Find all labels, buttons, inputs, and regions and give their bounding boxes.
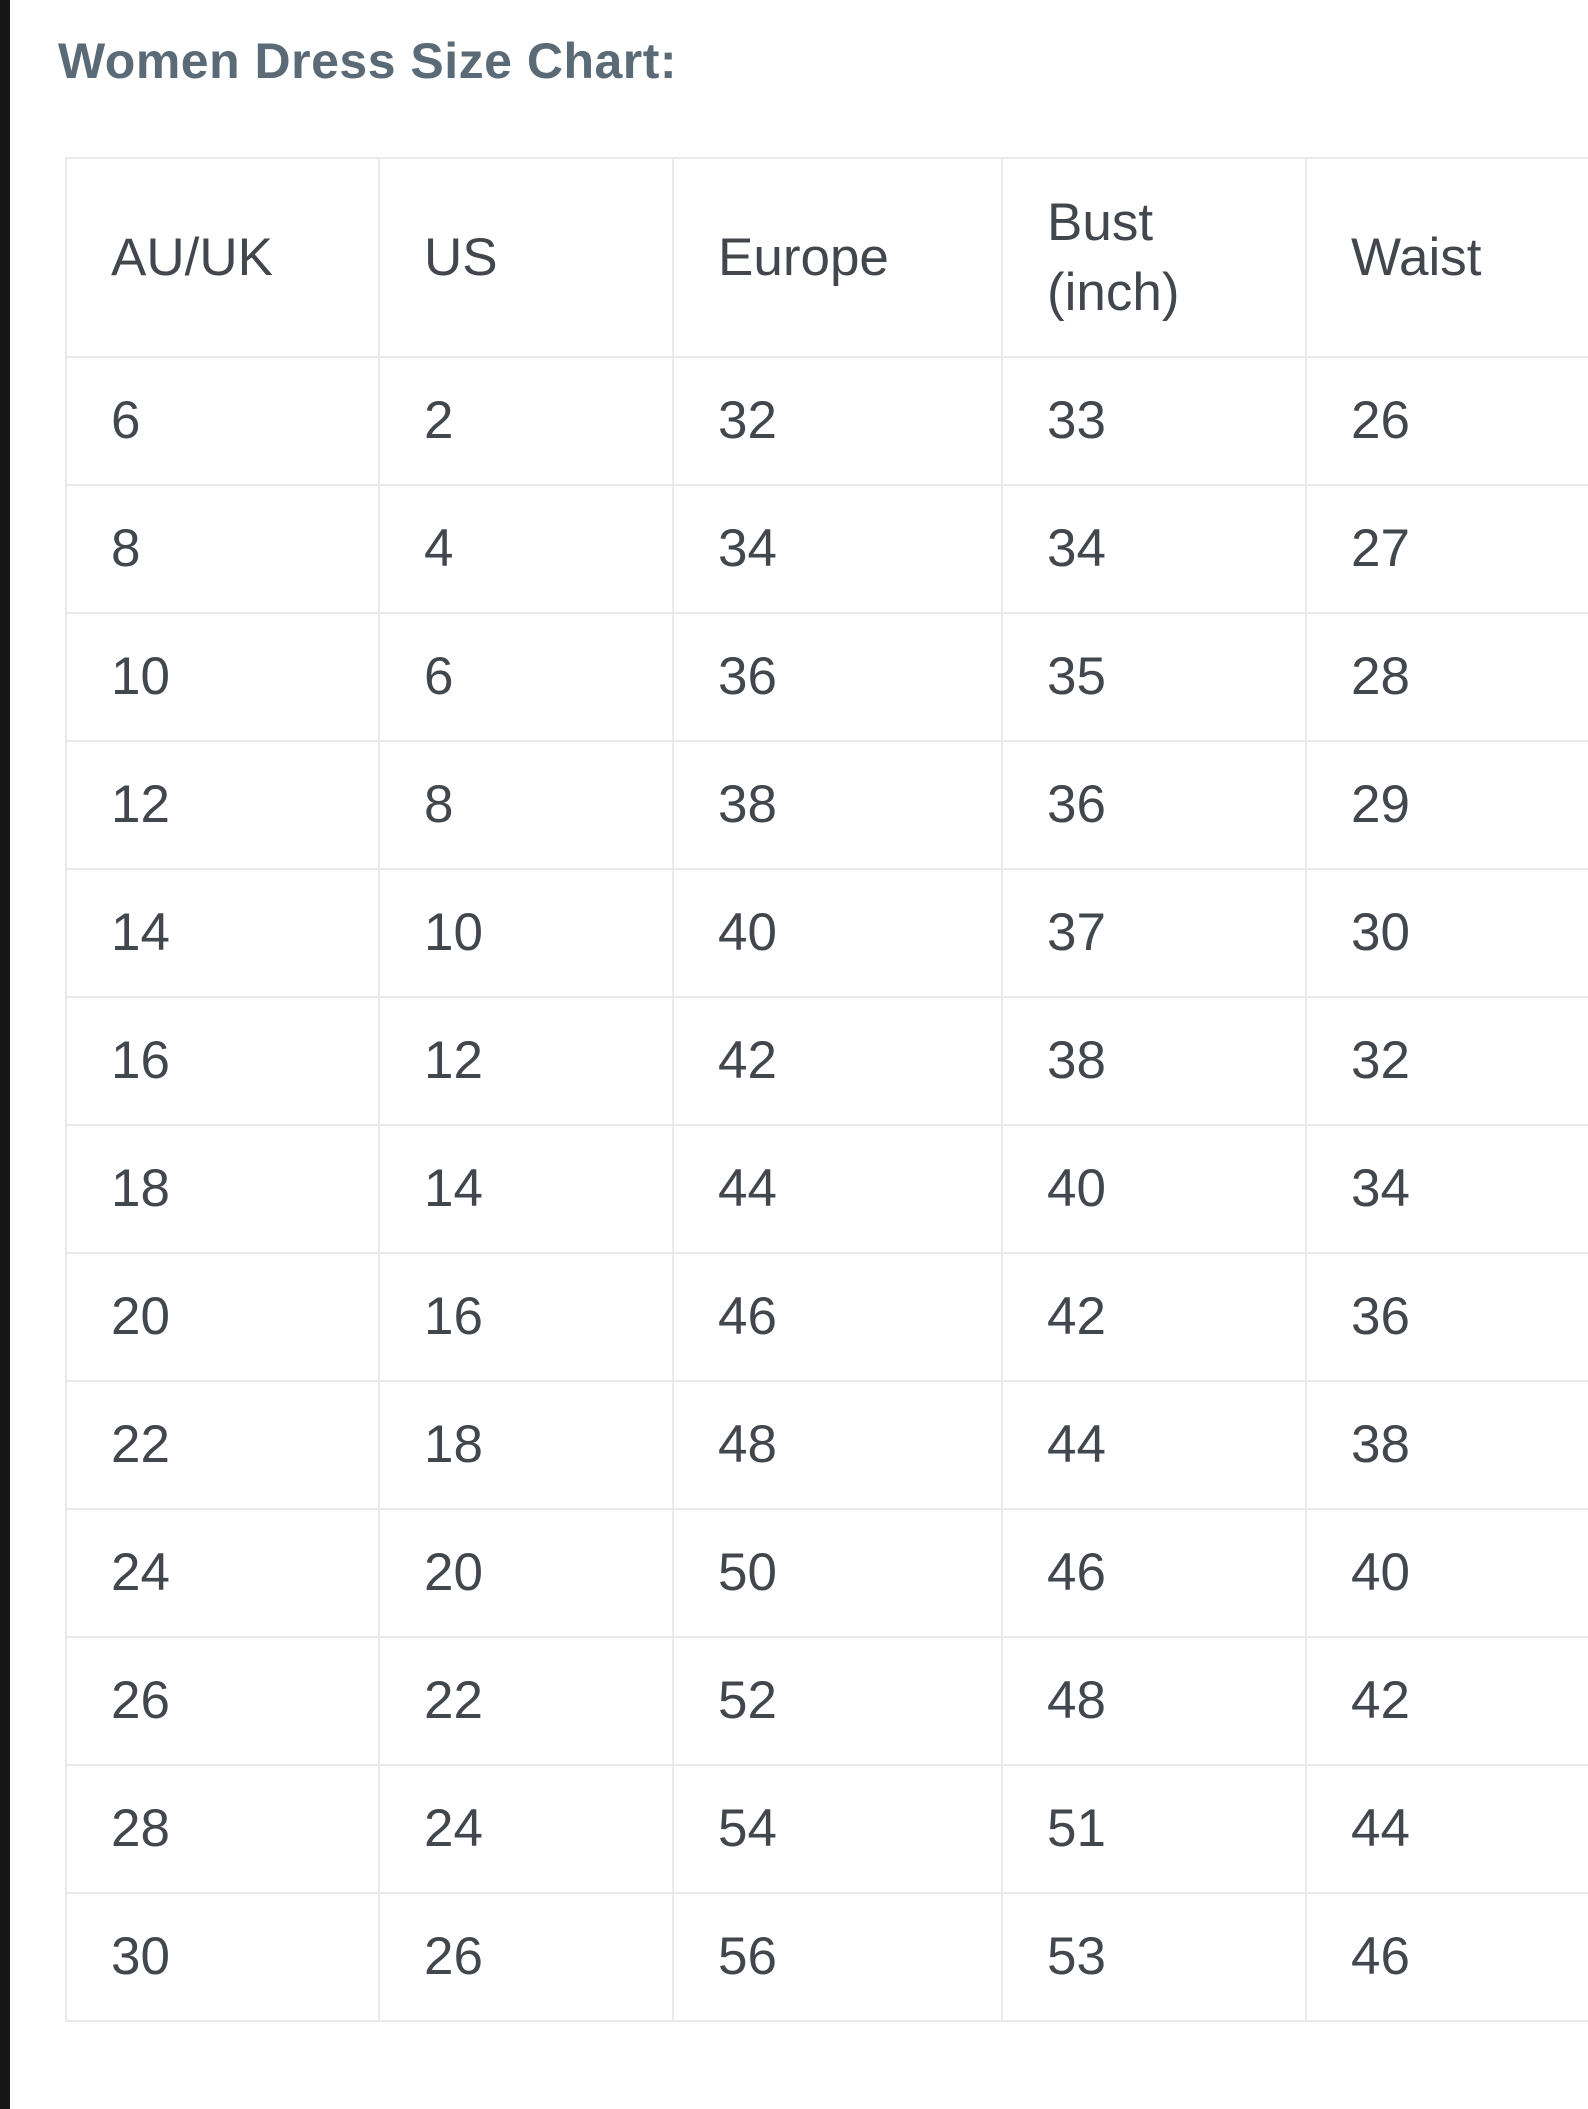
table-cell: 16 (66, 997, 379, 1125)
table-cell: 35 (1002, 613, 1306, 741)
table-row (66, 357, 1588, 485)
table-cell: 34 (673, 485, 1002, 613)
table-row (66, 741, 1588, 869)
table-cell: 6 (379, 613, 673, 741)
table-cell: 37 (1002, 869, 1306, 997)
table-row (66, 1765, 1588, 1893)
table-cell: 46 (1306, 1893, 1588, 2021)
table-cell: 50 (673, 1509, 1002, 1637)
table-cell: 36 (1306, 1253, 1588, 1381)
column-header-us: US (379, 158, 673, 357)
table-cell: 56 (673, 1893, 1002, 2021)
table-row (66, 485, 1588, 613)
table-cell: 36 (673, 613, 1002, 741)
table-cell: 42 (1306, 1637, 1588, 1765)
table-cell: 29 (1306, 741, 1588, 869)
table-cell: 44 (673, 1125, 1002, 1253)
table-cell: 46 (1002, 1509, 1306, 1637)
table-cell: 32 (1306, 997, 1588, 1125)
table-cell: 38 (1002, 997, 1306, 1125)
table-cell: 30 (66, 1893, 379, 2021)
table-cell: 42 (673, 997, 1002, 1125)
table-cell: 10 (379, 869, 673, 997)
table-row (66, 1893, 1588, 2021)
page-title: Women Dress Size Chart: (58, 33, 678, 89)
table-row (66, 1253, 1588, 1381)
table-cell: 24 (379, 1765, 673, 1893)
column-header-au-uk: AU/UK (66, 158, 379, 357)
table-cell: 28 (1306, 613, 1588, 741)
table-cell: 30 (1306, 869, 1588, 997)
column-header-europe: Europe (673, 158, 1002, 357)
header-row (66, 158, 1588, 357)
table-cell: 28 (66, 1765, 379, 1893)
table-cell: 48 (1002, 1637, 1306, 1765)
table-row (66, 997, 1588, 1125)
column-header-bust-inch-: Bust (inch) (1002, 158, 1306, 357)
column-header-waist: Waist (1306, 158, 1588, 357)
table-cell: 40 (1306, 1509, 1588, 1637)
table-cell: 12 (66, 741, 379, 869)
table-cell: 53 (1002, 1893, 1306, 2021)
table-cell: 40 (1002, 1125, 1306, 1253)
table-cell: 12 (379, 997, 673, 1125)
table-cell: 52 (673, 1637, 1002, 1765)
window-edge-bar (0, 0, 10, 2109)
table-cell: 16 (379, 1253, 673, 1381)
table-cell: 34 (1306, 1125, 1588, 1253)
table-row (66, 613, 1588, 741)
table-cell: 2 (379, 357, 673, 485)
table-cell: 51 (1002, 1765, 1306, 1893)
table-row (66, 869, 1588, 997)
table-cell: 20 (66, 1253, 379, 1381)
table-cell: 18 (66, 1125, 379, 1253)
table-cell: 38 (1306, 1381, 1588, 1509)
table-cell: 26 (66, 1637, 379, 1765)
table-cell: 27 (1306, 485, 1588, 613)
table-row (66, 1637, 1588, 1765)
table-cell: 26 (1306, 357, 1588, 485)
table-cell: 40 (673, 869, 1002, 997)
table-cell: 4 (379, 485, 673, 613)
table-cell: 38 (673, 741, 1002, 869)
table-cell: 8 (379, 741, 673, 869)
table-cell: 42 (1002, 1253, 1306, 1381)
table-row (66, 1509, 1588, 1637)
table-row (66, 1381, 1588, 1509)
table-cell: 22 (66, 1381, 379, 1509)
table-cell: 44 (1306, 1765, 1588, 1893)
table-cell: 46 (673, 1253, 1002, 1381)
table-cell: 26 (379, 1893, 673, 2021)
table-cell: 36 (1002, 741, 1306, 869)
table-cell: 14 (66, 869, 379, 997)
table-cell: 18 (379, 1381, 673, 1509)
table-cell: 32 (673, 357, 1002, 485)
table-cell: 22 (379, 1637, 673, 1765)
table-cell: 8 (66, 485, 379, 613)
table-body (66, 357, 1588, 2021)
table-cell: 24 (66, 1509, 379, 1637)
table-cell: 20 (379, 1509, 673, 1637)
size-chart-table (65, 157, 1588, 2022)
table-row (66, 1125, 1588, 1253)
table-head (66, 158, 1588, 357)
table-cell: 48 (673, 1381, 1002, 1509)
table-cell: 6 (66, 357, 379, 485)
table-cell: 14 (379, 1125, 673, 1253)
table-cell: 44 (1002, 1381, 1306, 1509)
table-cell: 33 (1002, 357, 1306, 485)
table-cell: 34 (1002, 485, 1306, 613)
table-cell: 54 (673, 1765, 1002, 1893)
size-chart-table-wrap (65, 157, 1588, 2022)
table-cell: 10 (66, 613, 379, 741)
